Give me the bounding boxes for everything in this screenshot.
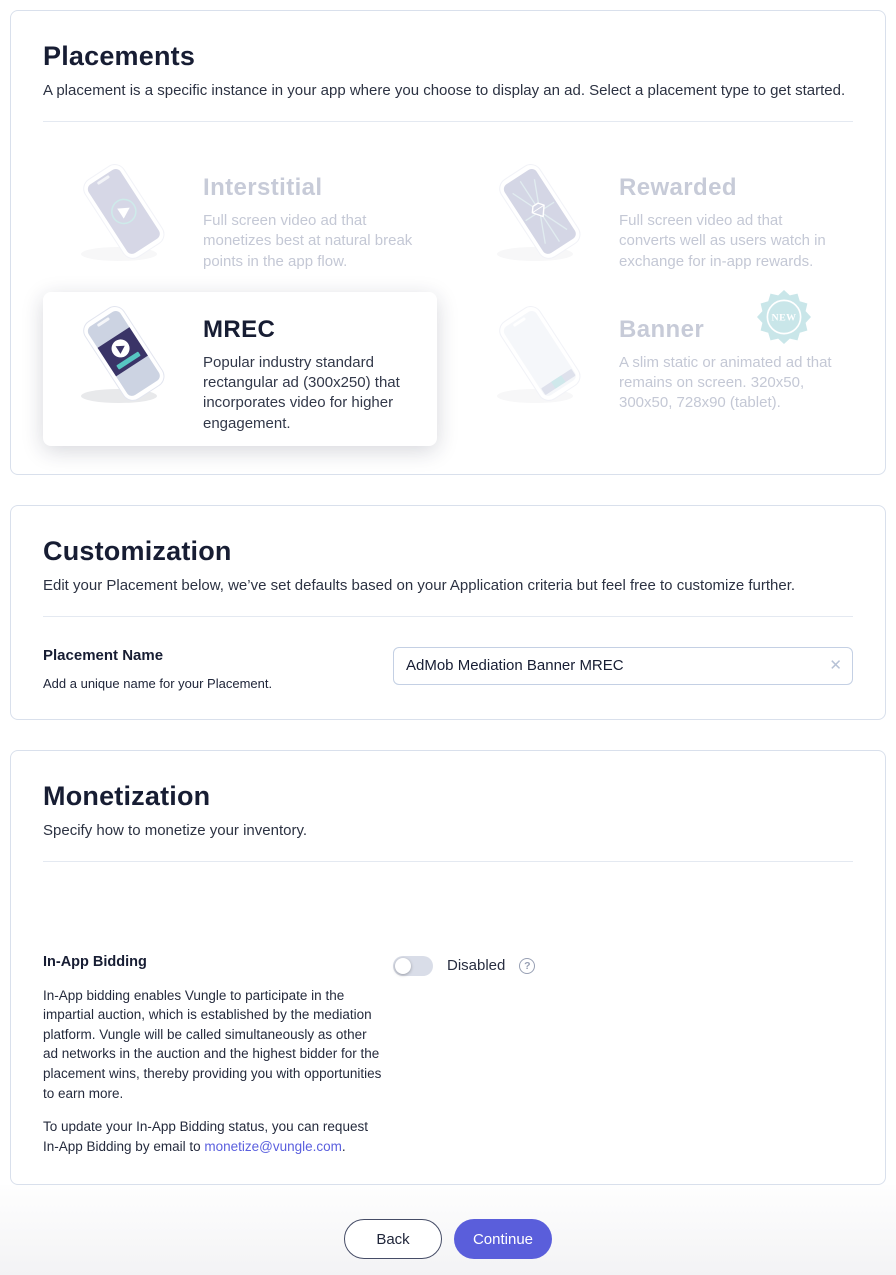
rewarded-phone-icon <box>473 162 605 266</box>
in-app-bidding-note-text: To update your In-App Bidding status, you can request In-App Bidding by email to <box>43 1119 368 1154</box>
placement-name-labels <box>43 647 393 691</box>
tile-title-mrec: MREC <box>203 315 276 343</box>
tile-desc-interstitial: Full screen video ad that monetizes best at natural break points in the app flow. <box>203 212 413 270</box>
customization-card <box>10 505 886 720</box>
in-app-bidding-toggle[interactable] <box>393 956 433 976</box>
interstitial-phone-icon <box>57 162 189 266</box>
in-app-bidding-status: Disabled <box>447 957 506 975</box>
back-button[interactable]: Back <box>344 1219 442 1259</box>
placement-name-input[interactable] <box>393 647 853 685</box>
continue-button[interactable]: Continue <box>454 1219 552 1259</box>
in-app-bidding-description: In-App bidding enables Vungle to participate in the impartial auction, which is established by the mediation platform. Vungle will be called simultaneously as other ad networks in the auction and the highest bidder for the placement wins, thereby providing you with opportunities to earn more. <box>43 987 382 1101</box>
placement-tile-mrec[interactable] <box>43 292 437 446</box>
tile-desc-banner: A slim static or animated ad that remains on screen. 320x50, 300x50, 728x90 (tablet). <box>619 353 832 412</box>
placements-title: Placements <box>43 41 196 71</box>
monetization-card <box>10 750 886 1186</box>
banner-phone-icon <box>473 304 605 408</box>
placement-tile-rewarded[interactable] <box>459 150 853 284</box>
in-app-bidding-toggle-group <box>393 954 535 976</box>
clear-input-icon[interactable]: ✕ <box>829 656 842 674</box>
new-badge-label: NEW <box>771 312 797 324</box>
tile-desc-mrec: Popular industry standard rectangular ad (300x250) that incorporates video for higher engagement. <box>203 353 400 432</box>
placements-subtitle: A placement is a specific instance in your app where you choose to display an ad. Select a placement type to get started. <box>43 82 846 99</box>
in-app-bidding-row <box>43 954 853 1157</box>
tile-desc-rewarded: Full screen video ad that converts well as users watch in exchange for in-app rewards. <box>619 212 826 270</box>
monetize-email-link[interactable]: monetize@vungle.com <box>204 1138 342 1154</box>
tile-title-interstitial: Interstitial <box>203 174 323 201</box>
placement-tile-banner[interactable] <box>459 292 853 446</box>
placement-name-input-wrap <box>393 647 853 685</box>
tile-title-banner: Banner <box>619 315 705 343</box>
placement-name-row <box>43 647 853 691</box>
mrec-phone-icon <box>57 304 189 408</box>
new-badge <box>757 290 811 344</box>
placements-card <box>10 10 886 475</box>
toggle-knob <box>395 958 411 974</box>
placement-tile-interstitial[interactable] <box>43 150 437 284</box>
customization-subtitle: Edit your Placement below, we’ve set defaults based on your Application criteria but feel free to customize further. <box>43 576 796 594</box>
help-icon[interactable]: ? <box>519 958 535 974</box>
divider <box>43 616 853 617</box>
placement-name-help: Add a unique name for your Placement. <box>43 675 273 691</box>
in-app-bidding-note <box>43 1117 383 1156</box>
placement-type-grid <box>43 150 853 446</box>
note-period: . <box>341 1138 346 1154</box>
in-app-bidding-label: In-App Bidding <box>43 953 147 970</box>
monetization-subtitle: Specify how to monetize your inventory. <box>43 821 308 839</box>
monetization-title: Monetization <box>43 780 211 811</box>
divider <box>43 121 853 122</box>
tile-title-rewarded: Rewarded <box>619 174 737 201</box>
placement-name-label: Placement Name <box>43 646 164 664</box>
in-app-bidding-info <box>43 954 393 1157</box>
divider <box>43 861 853 862</box>
footer-actions <box>0 1185 896 1275</box>
customization-title: Customization <box>43 535 232 566</box>
